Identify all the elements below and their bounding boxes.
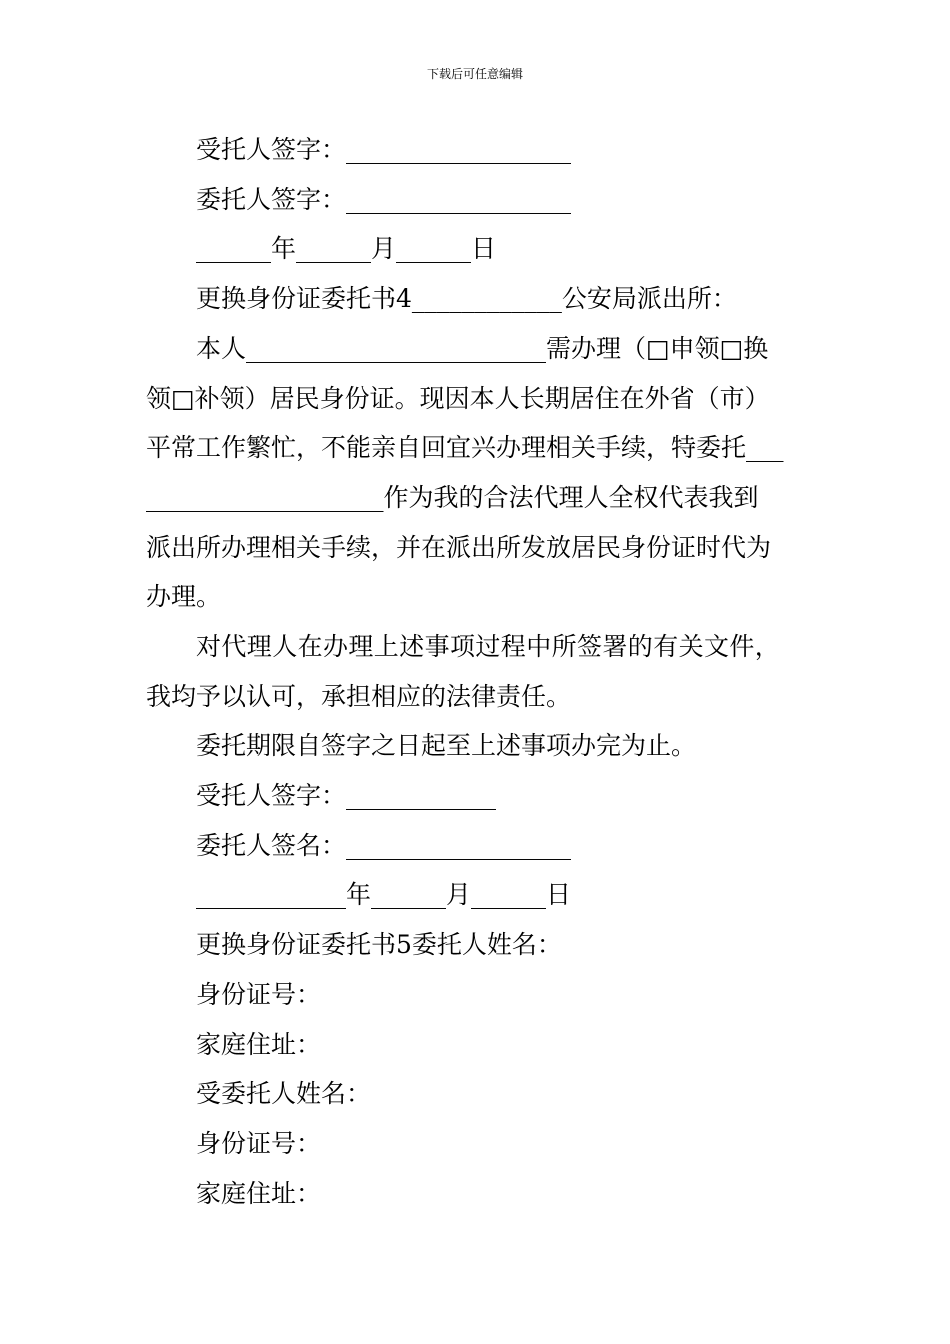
page-header-note: 下载后可任意编辑 [426,67,523,81]
letter5-title: 更换身份证委托书5委托人姓名： [196,930,562,959]
letter5-trustee-name: 受委托人姓名： [196,1079,372,1108]
letter4-body-line: 领□补领）居民身份证。现因本人长期居住在外省（市） [146,384,770,413]
principal-signature-line: 委托人签字：__________________ [196,185,572,214]
letter4-para2-line: 对代理人在办理上述事项过程中所签署的有关文件， [196,632,781,661]
letter4-title: 更换身份证委托书4____________公安局派出所： [196,284,737,313]
letter4-body-line: ___________________作为我的合法代理人全权代表我到 [146,483,759,512]
letter4-body-line: 办理。 [146,582,222,611]
trustee-signature-line: 受托人签字：__________________ [196,135,572,164]
letter4-body-line: 平常工作繁忙，不能亲自回宜兴办理相关手续，特委托___ [146,433,784,462]
letter4-trustee-signature: 受托人签字：____________ [196,781,497,810]
letter4-term: 委托期限自签字之日起至上述事项办完为止。 [196,731,697,760]
letter4-body-line: 派出所办理相关手续，并在派出所发放居民身份证时代为 [146,533,772,562]
letter4-principal-signature: 委托人签名：__________________ [196,831,572,860]
letter4-date: ____________年______月______日 [196,880,572,909]
letter5-trustee-address: 家庭住址： [196,1179,322,1208]
letter4-para2-line: 我均予以认可，承担相应的法律责任。 [146,682,572,711]
letter5-principal-id: 身份证号： [196,980,322,1009]
letter4-body-line: 本人________________________需办理（□申领□换 [196,334,769,363]
letter5-trustee-id: 身份证号： [196,1129,322,1158]
date-line: ______年______月______日 [196,234,497,263]
letter5-principal-address: 家庭住址： [196,1030,322,1059]
